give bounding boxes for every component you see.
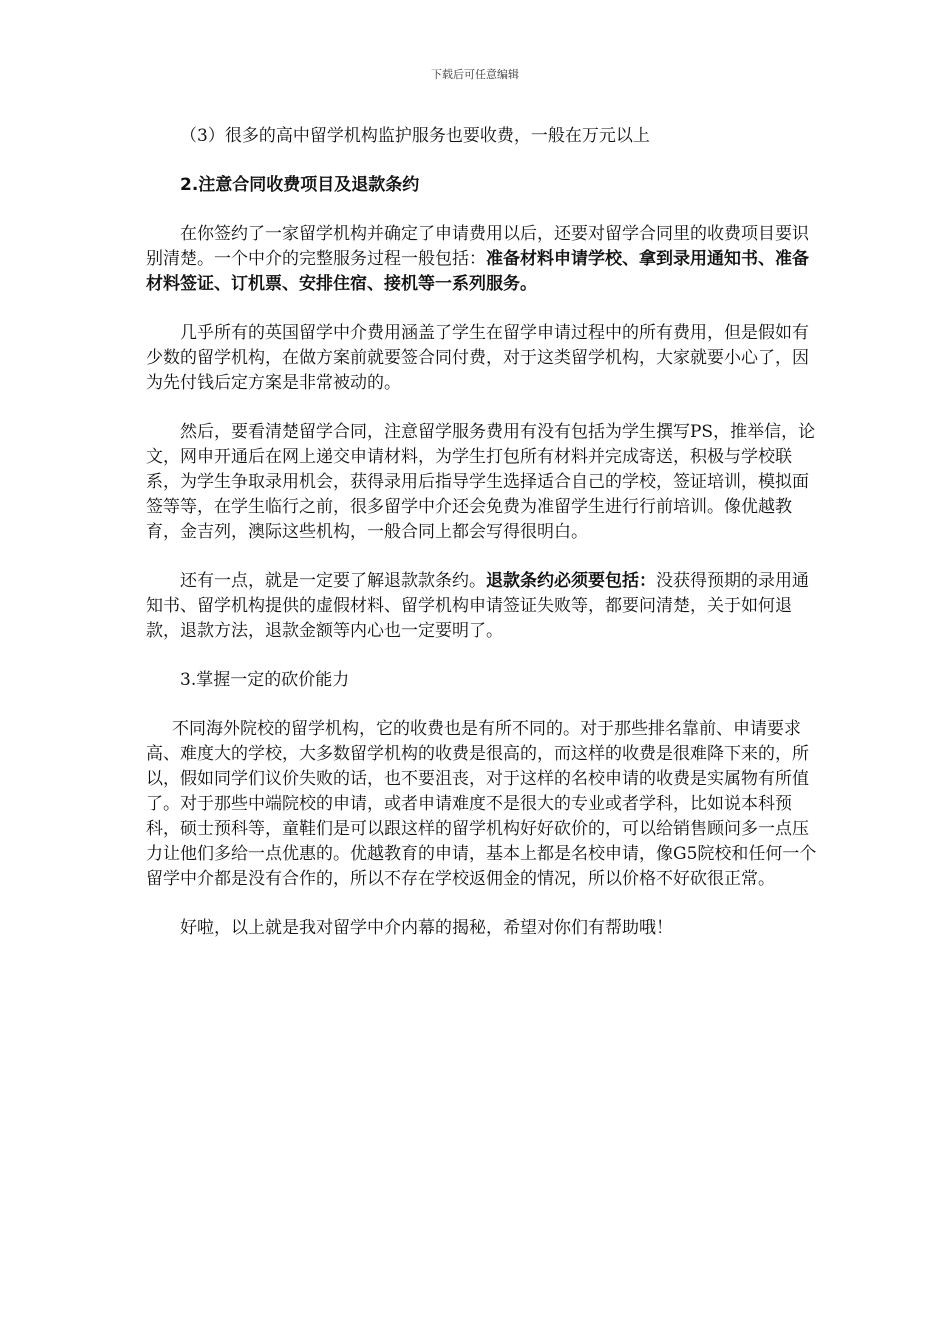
paragraph-refund-terms	[146, 569, 822, 644]
document-body	[146, 124, 822, 965]
service-items-bold: 准备材料申请学校、拿到录用通知书、准备材料签证、订机票、安排住宿、接机等一系列服务。	[146, 249, 809, 294]
paragraph-bargain: 不同海外院校的留学机构，它的收费也是有所不同的。对于那些排名靠前、申请要求高、难度大的学校，大多数留学机构的收费是很高的，而这样的收费是很难降下来的，所以，假如同学们议价失败的话，也不要沮丧，对于这样的名校申请的收费是实属物有所值了。对于那些中端院校的申请，或者申请难度不是很大的专业或者学科，比如说本科预科，硕士预科等，童鞋们是可以跟这样的留学机构好好砍价的，可以给销售顾问多一点压力让他们多给一点优惠的。优越教育的申请，基本上都是名校申请，像G5院校和任何一个留学中介都是没有合作的，所以不存在学校返佣金的情况，所以价格不好砍很正常。	[146, 719, 817, 889]
paragraph-service-items	[146, 222, 822, 297]
page-header: 下载后可任意编辑	[431, 68, 519, 81]
section-heading-bargain: 3.掌握一定的砍价能力	[180, 670, 350, 690]
paragraph-contract-details: 然后，要看清楚留学合同，注意留学服务费用有没有包括为学生撰写PS，推举信，论文，网申开通后在网上递交申请材料，为学生打包所有材料并完成寄送，积极与学校联系，为学生争取录用机会，获得录用后指导学生选择适合自己的学校，签证培训，模拟面签等等，在学生临行之前，很多留学中介还会免费为准留学生进行行前培训。像优越教育，金吉列，澳际这些机构，一般合同上都会写得很明白。	[146, 422, 816, 542]
service-items-text: 在你签约了一家留学机构并确定了申请费用以后，还要对留学合同里的收费项目要识别清楚。一个中介的完整服务过程一般包括：	[146, 224, 809, 269]
refund-detail: 没获得预期的录用通知书、留学机构提供的虚假材料、留学机构申请签证失败等，都要问清楚，关于如何退款，退款方法，退款金额等内心也一定要明了。	[146, 571, 809, 641]
paragraph-guardian-fee: （3）很多的高中留学机构监护服务也要收费，一般在万元以上	[180, 126, 650, 146]
paragraph-closing: 好啦，以上就是我对留学中介内幕的揭秘，希望对你们有帮助哦！	[180, 918, 673, 938]
paragraph-uk-agency-fees: 几乎所有的英国留学中介费用涵盖了学生在留学申请过程中的所有费用，但是假如有少数的留学机构，在做方案前就要签合同付费，对于这类留学机构，大家就要小心了，因为先付钱后定方案是非常被动的。	[146, 323, 809, 393]
refund-intro: 还有一点，就是一定要了解退款款条约。	[180, 571, 486, 591]
section-heading-contract: 2.注意合同收费项目及退款条约	[180, 175, 420, 195]
refund-bold: 退款条约必须要包括：	[486, 571, 656, 591]
